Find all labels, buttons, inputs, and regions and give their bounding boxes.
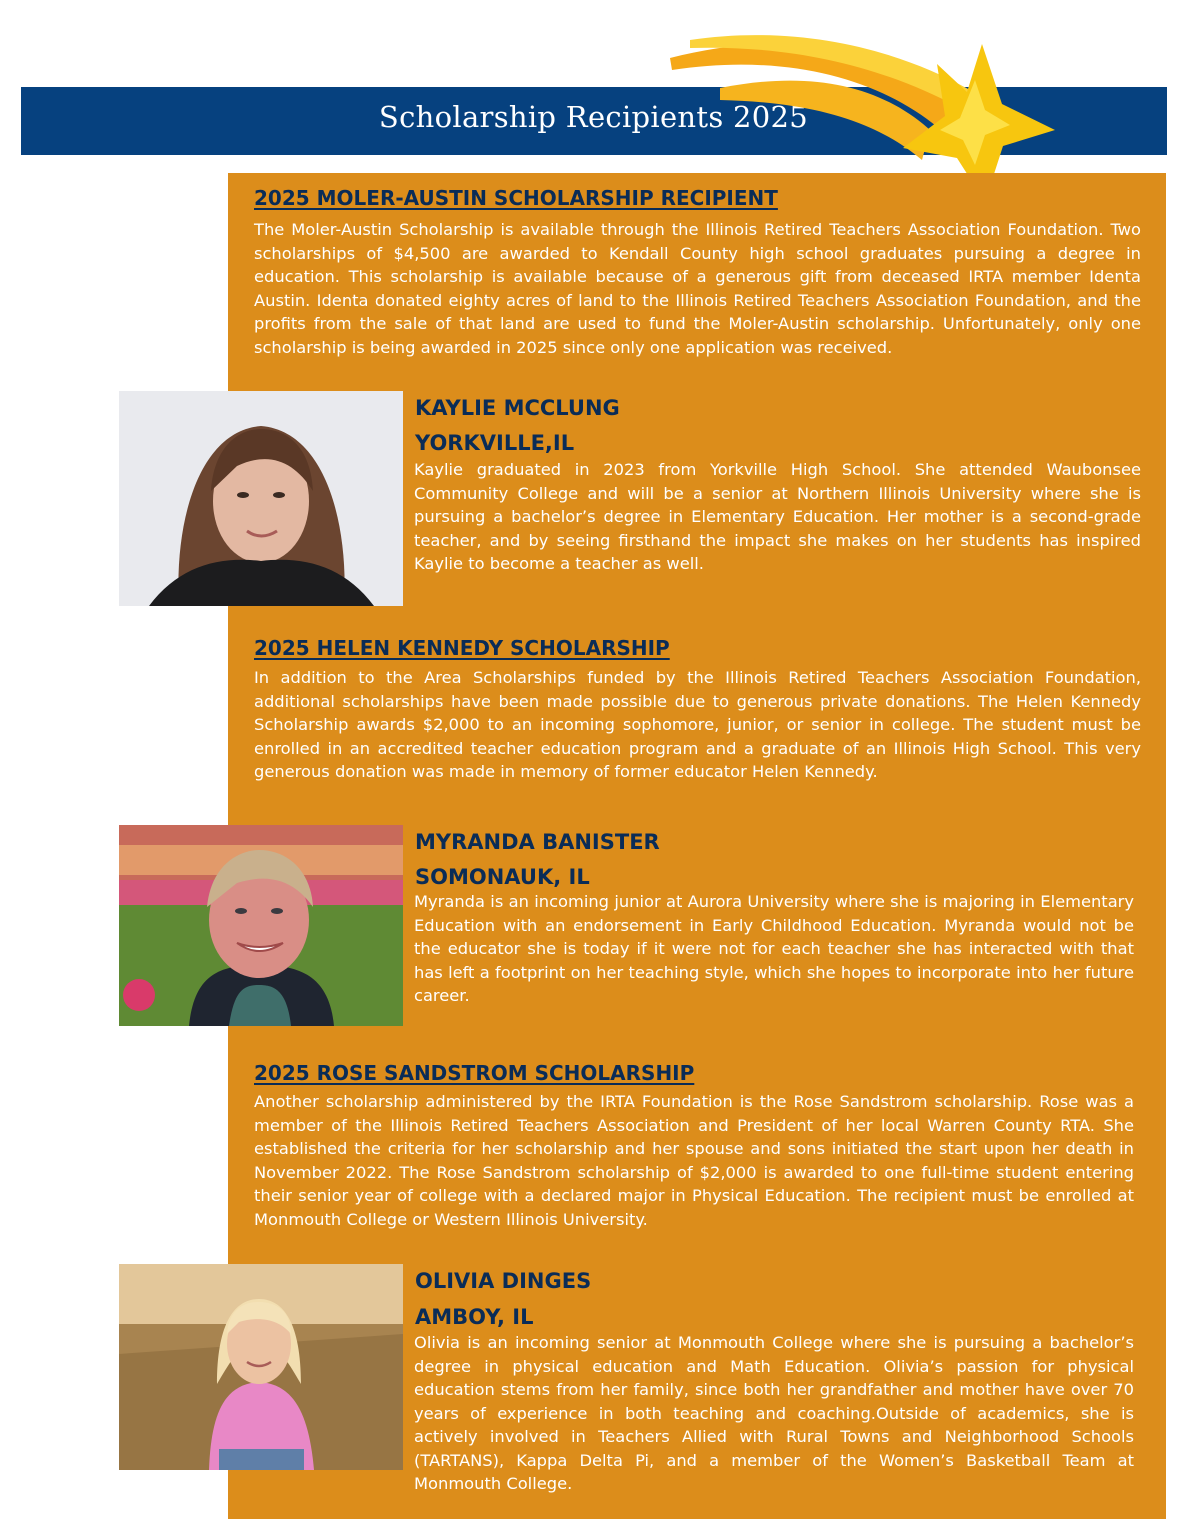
recipient-photo-myranda — [119, 825, 403, 1026]
page-title: Scholarship Recipients 2025 — [378, 100, 809, 134]
recipient-location-kaylie: YORKVILLE,IL — [415, 431, 575, 455]
recipient-name-myranda: MYRANDA BANISTER — [415, 830, 660, 854]
section-description-helen-kennedy: In addition to the Area Scholarships funded by the Illinois Retired Teachers Association Foundation, additional scholarships have been made possible due to generous private donations. The Helen Kennedy Scholarship awards $2,000 to an incoming sophomore, junior, or senior in college. The student must be enrolled in an accredited teacher education program and a graduate of an Illinois High School. This very generous donation was made in memory of former educator Helen Kennedy. — [254, 668, 1141, 781]
section-description-moler-austin: The Moler-Austin Scholarship is available through the Illinois Retired Teachers Association Foundation. Two scholarships of $4,500 are awarded to Kendall County high school graduates pursuing a degree in education. This scholarship is available because of a generous gift from deceased IRTA member Identa Austin. Identa donated eighty acres of land to the Illinois Retired Teachers Association Foundation, and the profits from the sale of that land are used to fund the Moler-Austin scholarship. Unfortunately, only one scholarship is being awarded in 2025 since only one application was received. — [254, 220, 1141, 357]
recipient-bio-kaylie: Kaylie graduated in 2023 from Yorkville High School. She attended Waubonsee Community College and will be a senior at Northern Illinois University where she is pursuing a bachelor’s degree in Elementary Education. Her mother is a second-grade teacher, and by seeing firsthand the impact she makes on her students has inspired Kaylie to become a teacher as well. — [414, 460, 1141, 573]
recipient-name-olivia: OLIVIA DINGES — [415, 1269, 592, 1293]
recipient-bio-olivia: Olivia is an incoming senior at Monmouth College where she is pursuing a bachelor’s degree in physical education and Math Education. Olivia’s passion for physical education stems from her family, since both her grandfather and mother have over 70 years of experience in both teaching and coaching.Outside of academics, she is actively involved in Teachers Allied with Rural Towns and Neighborhood Schools (TARTANS), Kappa Delta Pi, and a member of the Women’s Basketball Team at Monmouth College. — [414, 1333, 1134, 1493]
section-heading-moler-austin: 2025 MOLER-AUSTIN SCHOLARSHIP RECIPIENT — [254, 186, 778, 210]
recipient-photo-kaylie — [119, 391, 403, 606]
recipient-bio-myranda: Myranda is an incoming junior at Aurora University where she is majoring in Elementary Education with an endorsement in Early Childhood Education. Myranda would not be the educator she is today if it were not for each teacher she has interacted with that has left a footprint on her teaching style, which she hopes to incorporate into her future career. — [414, 892, 1134, 1005]
section-heading-helen-kennedy: 2025 HELEN KENNEDY SCHOLARSHIP — [254, 636, 670, 660]
section-description-rose-sandstrom: Another scholarship administered by the IRTA Foundation is the Rose Sandstrom scholarship. Rose was a member of the Illinois Retired Teachers Association and President of her local Warren County RTA. She established the criteria for her scholarship and her spouse and sons initiated the start upon her death in November 2022. The Rose Sandstrom scholarship of $2,000 is awarded to one full-time student entering their senior year of college with a declared major in Physical Education. The recipient must be enrolled at Monmouth College or Western Illinois University. — [254, 1092, 1134, 1229]
recipient-location-myranda: SOMONAUK, IL — [415, 865, 590, 889]
recipient-name-kaylie: KAYLIE MCCLUNG — [415, 396, 620, 420]
recipient-location-olivia: AMBOY, IL — [415, 1305, 534, 1329]
recipient-photo-olivia — [119, 1264, 403, 1470]
section-heading-rose-sandstrom: 2025 ROSE SANDSTROM SCHOLARSHIP — [254, 1061, 695, 1085]
